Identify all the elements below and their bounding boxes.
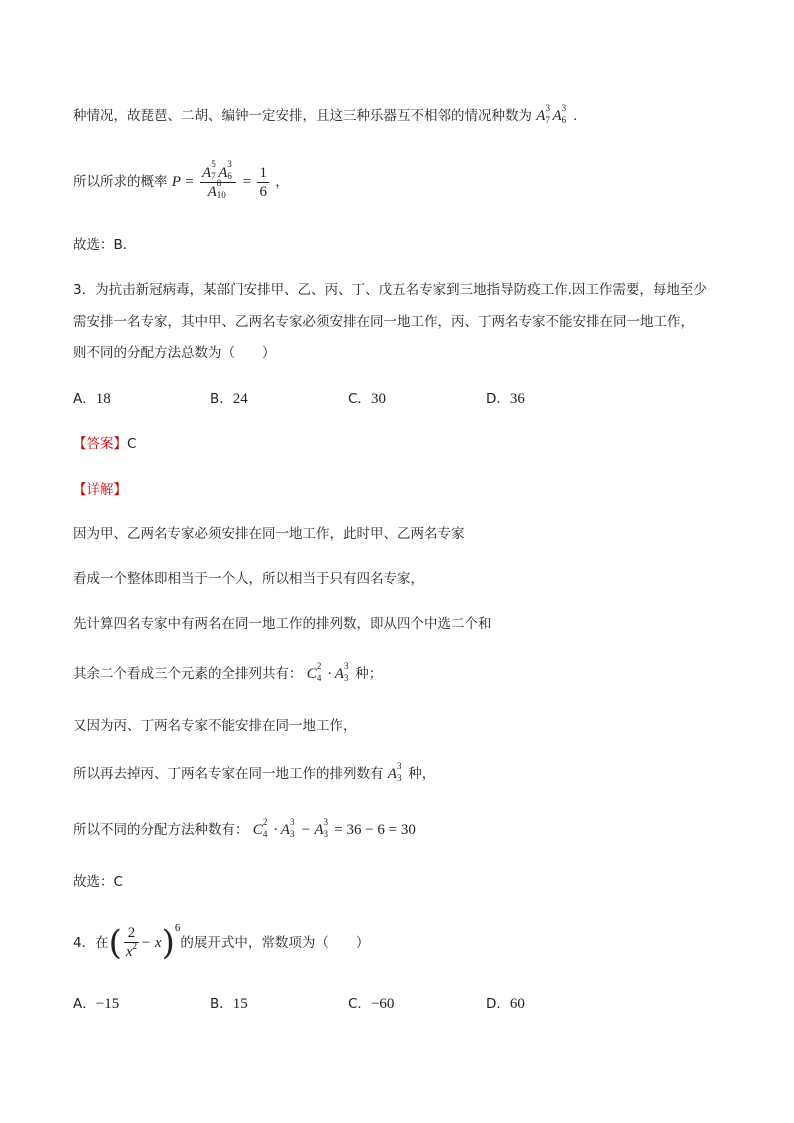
detail-line-7 xyxy=(73,816,416,840)
q4-option-a: A．−15 xyxy=(73,996,120,1012)
detail-line-2: 看成一个整体即相当于一个人，所以相当于只有四名专家， xyxy=(73,571,424,587)
combination-prefix: 其余二个看成三个元素的全排列共有： xyxy=(73,666,303,682)
exponent: 6 xyxy=(174,922,181,934)
q4-line xyxy=(73,921,369,966)
remove-prefix: 所以再去掉丙、丁两名专家在同一地工作的排列数有 xyxy=(73,766,384,782)
combination-expression: C 2 4 · A 3 3 xyxy=(306,660,349,683)
q3-option-c: C．30 xyxy=(348,391,386,407)
continuation-line xyxy=(73,102,578,126)
q4-fraction: $\frac{2}{x^2}$ xyxy=(125,925,138,960)
answer-tag: 【答案】 xyxy=(73,436,127,452)
total-result: = 36 − 6 = 30 xyxy=(330,822,416,838)
detail-line-6 xyxy=(73,760,436,784)
detail-line-3: 先计算四名专家中有两名在同一地工作的排列数，即从四个中选二个和 xyxy=(73,616,492,632)
detail-line-4 xyxy=(73,660,383,684)
choose-c-line: 故选：C xyxy=(73,874,123,890)
q4-option-c: C．−60 xyxy=(348,996,395,1012)
equals-sign: = xyxy=(185,174,194,190)
q4-suffix: 的展开式中，常数项为（ ） xyxy=(180,935,370,951)
choose-b-line: 故选：B． xyxy=(73,237,137,253)
probability-fraction: A 5 7 A 3 6 A 8 10 xyxy=(200,164,236,201)
right-paren: ) xyxy=(161,923,175,963)
arrangement-expression: A 3 7 A 3 6 xyxy=(536,102,567,125)
q4-option-d: D．60 xyxy=(486,996,525,1012)
answer-line xyxy=(73,434,136,454)
prob-symbol: P xyxy=(171,174,181,190)
remove-expression: A 3 3 xyxy=(387,760,402,783)
total-prefix: 所以不同的分配方法种数有： xyxy=(73,822,249,838)
period: . xyxy=(572,108,578,124)
detail-line-1: 因为甲、乙两名专家必须安排在同一地工作，此时甲、乙两名专家 xyxy=(73,526,465,542)
probability-line xyxy=(73,159,289,202)
result-fraction: $\frac{1}{6}$ xyxy=(259,164,267,200)
probability-prefix: 所以所求的概率 xyxy=(73,174,168,190)
q4-prefix: 4．在 xyxy=(73,935,109,951)
detail-tag: 【详解】 xyxy=(73,482,127,498)
q3-option-b: B．24 xyxy=(210,391,248,407)
q3-line-1: 3．为抗击新冠病毒，某部门安排甲、乙、丙、丁、戊五名专家到三地指导防疫工作.因工作需要，每地至少 xyxy=(73,282,707,298)
total-expression: C 2 4 · A 3 3 − A 3 3 xyxy=(252,816,328,839)
continuation-text: 种情况，故琵琶、二胡、编钟一定安排，且这三种乐器互不相邻的情况种数为 xyxy=(73,108,532,124)
combination-suffix: 种； xyxy=(355,666,383,682)
detail-line-5: 又因为丙、丁两名专家不能安排在同一地工作， xyxy=(73,718,357,734)
comma: ， xyxy=(275,174,289,190)
q3-option-d: D．36 xyxy=(486,391,525,407)
q4-option-b: B．15 xyxy=(210,996,248,1012)
q3-line-2: 需安排一名专家，其中甲、乙两名专家必须安排在同一地工作，丙、丁两名专家不能安排在同一地工作， xyxy=(73,314,694,330)
equals-sign-2: = xyxy=(242,174,252,190)
remove-suffix: 种， xyxy=(408,766,436,782)
left-paren: ( xyxy=(108,923,122,963)
answer-value: C xyxy=(127,436,137,452)
minus-x: − x xyxy=(141,935,162,951)
q3-line-3: 则不同的分配方法总数为（ ） xyxy=(73,345,276,361)
q3-option-a: A．18 xyxy=(73,391,111,407)
